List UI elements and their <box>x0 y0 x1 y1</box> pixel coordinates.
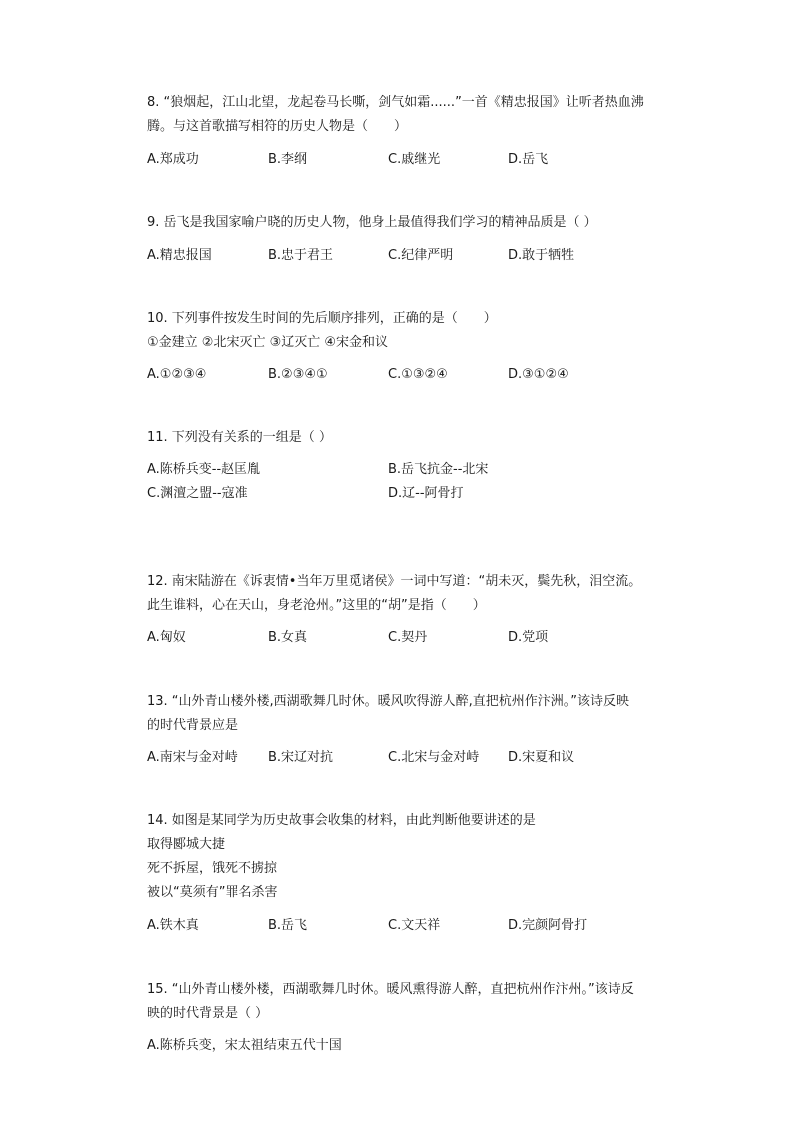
question-14-stem-line-1: 14. 如图是某同学为历史故事会收集的材料，由此判断他要讲述的是 <box>147 813 536 828</box>
question-10-stem-line-2: ①金建立 ②北宋灭亡 ③辽灭亡 ④宋金和议 <box>147 335 389 350</box>
question-11-option-a: A.陈桥兵变--赵匡胤 <box>147 462 261 477</box>
question-11-option-b: B.岳飞抗金--北宋 <box>388 462 489 477</box>
question-8-stem-line-1: 8. “狼烟起，江山北望，龙起卷马长嘶，剑气如霜......”一首《精忠报国》让听者热血沸 <box>147 95 644 110</box>
question-14-material-3: 被以“莫须有”罪名杀害 <box>147 885 278 900</box>
question-12-stem-line-2: 此生谁料，心在天山，身老沧州。”这里的“胡”是指（ ） <box>147 598 486 613</box>
question-14-option-c: C.文天祥 <box>388 918 441 933</box>
question-9-option-b: B.忠于君王 <box>268 248 334 263</box>
question-8-option-b: B.李纲 <box>268 152 308 167</box>
question-12-option-d: D.党项 <box>508 630 549 645</box>
question-10-option-c: C.①③②④ <box>388 367 448 382</box>
question-13-option-c: C.北宋与金对峙 <box>388 750 480 765</box>
question-15-stem-line-1: 15. “山外青山楼外楼，西湖歌舞几时休。暖风熏得游人醉，直把杭州作汴州。”该诗反 <box>147 982 634 997</box>
question-13-stem-line-2: 的时代背景应是 <box>147 718 239 733</box>
question-13-option-d: D.宋夏和议 <box>508 750 575 765</box>
question-14-option-b: B.岳飞 <box>268 918 308 933</box>
question-11-stem-line-1: 11. 下列没有关系的一组是（ ） <box>147 430 332 445</box>
question-13-stem-line-1: 13. “山外青山楼外楼,西湖歌舞几时休。暖风吹得游人醉,直把杭州作汴洲。”该诗反映 <box>147 694 630 709</box>
question-9-option-d: D.敢于牺牲 <box>508 248 575 263</box>
question-10-option-d: D.③①②④ <box>508 367 569 382</box>
question-10-option-a: A.①②③④ <box>147 367 207 382</box>
question-15-stem-line-2: 映的时代背景是（ ） <box>147 1006 269 1021</box>
question-10-option-b: B.②③④① <box>268 367 328 382</box>
question-14-option-d: D.完颜阿骨打 <box>508 918 588 933</box>
question-12-option-b: B.女真 <box>268 630 308 645</box>
question-12-option-c: C.契丹 <box>388 630 428 645</box>
question-12-option-a: A.匈奴 <box>147 630 186 645</box>
question-13-option-a: A.南宋与金对峙 <box>147 750 238 765</box>
question-15-option-a: A.陈桥兵变，宋太祖结束五代十国 <box>147 1038 342 1053</box>
question-12-stem-line-1: 12. 南宋陆游在《诉衷情•当年万里觅诸侯》一词中写道：“胡未灭，鬓先秋，泪空流。 <box>147 574 642 589</box>
question-8-option-c: C.戚继光 <box>388 152 441 167</box>
question-14-option-a: A.铁木真 <box>147 918 199 933</box>
question-14-material-2: 死不拆屋，饿死不掳掠 <box>147 861 278 876</box>
question-11-option-d: D.辽--阿骨打 <box>388 486 464 501</box>
question-9-stem-line-1: 9. 岳飞是我国家喻户晓的历史人物，他身上最值得我们学习的精神品质是（ ） <box>147 215 597 230</box>
question-9-option-c: C.纪律严明 <box>388 248 454 263</box>
question-13-option-b: B.宋辽对抗 <box>268 750 334 765</box>
question-11-option-c: C.渊澶之盟--寇准 <box>147 486 248 501</box>
question-9-option-a: A.精忠报国 <box>147 248 212 263</box>
question-14-material-1: 取得郾城大捷 <box>147 837 226 852</box>
question-8-option-d: D.岳飞 <box>508 152 549 167</box>
question-10-stem-line-1: 10. 下列事件按发生时间的先后顺序排列，正确的是（ ） <box>147 311 497 326</box>
question-8-stem-line-2: 腾。与这首歌描写相符的历史人物是（ ） <box>147 119 408 134</box>
question-8-option-a: A.郑成功 <box>147 152 199 167</box>
